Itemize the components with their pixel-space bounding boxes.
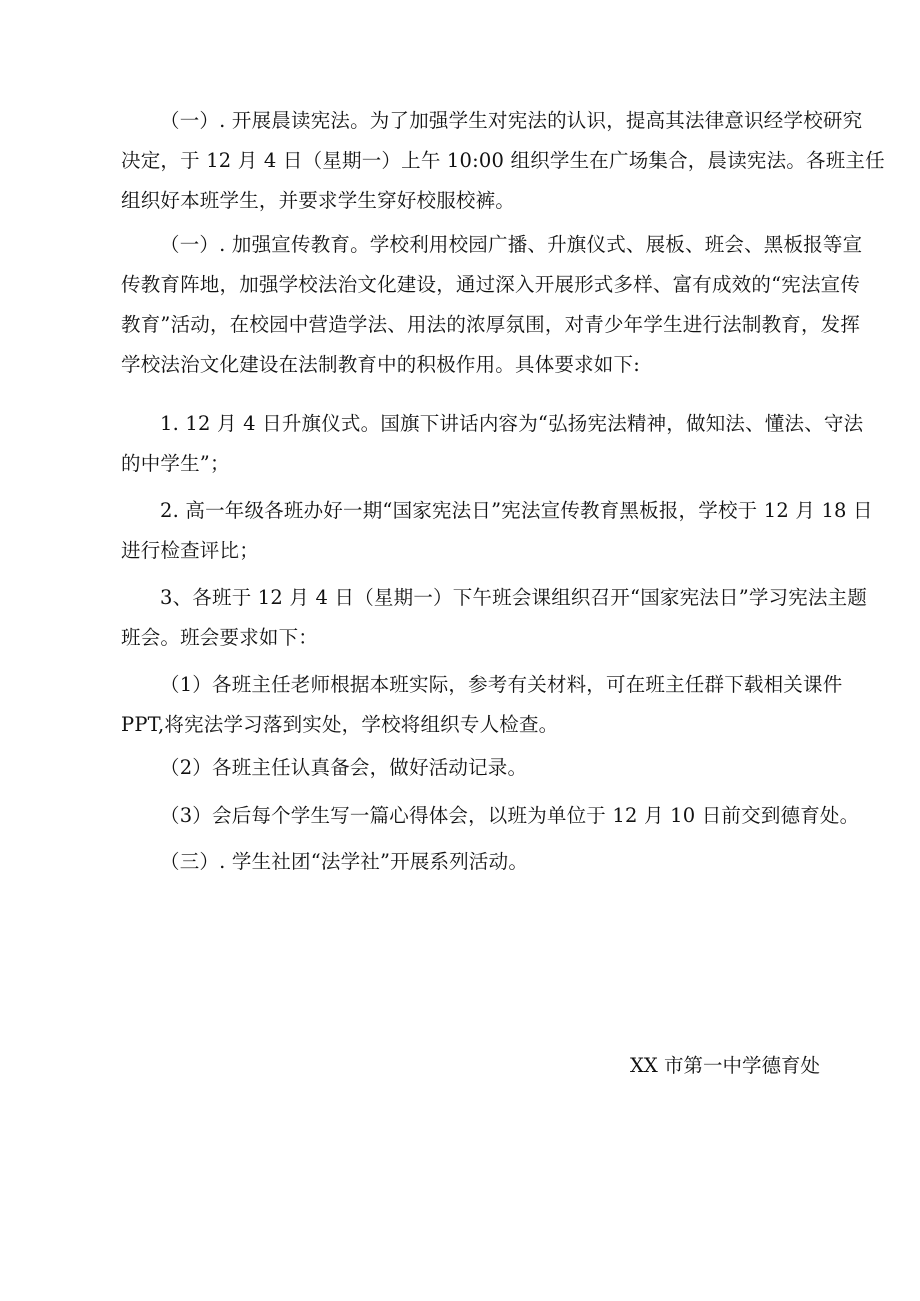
paragraph-line: （一）. 开展晨读宪法。为了加强学生对宪法的认识，提高其法律意识经学校研究 (160, 109, 863, 132)
paragraph-publicity-education (82, 225, 863, 385)
paragraph-line: 决定，于 12 月 4 日（星期一）上午 10:00 组织学生在广场集合，晨读宪法。各班主任 (121, 149, 885, 172)
paragraph-line: 班会。班会要求如下： (121, 626, 319, 649)
paragraph-line: 的中学生”； (121, 452, 230, 475)
paragraph-morning-reading (82, 101, 885, 221)
paragraph-law-club (82, 842, 842, 882)
paragraph-line: 2. 高一年级各班办好一期“国家宪法日”宪法宣传教育黑板报，学校于 12 月 18 日 (160, 499, 873, 522)
paragraph-line: 组织好本班学生，并要求学生穿好校服校裤。 (121, 189, 516, 212)
list-item-blackboard (82, 491, 873, 571)
paragraph-line: （1）各班主任老师根据本班实际，参考有关材料，可在班主任群下载相关课件 (160, 673, 843, 696)
paragraph-line: 学校法治文化建设在法制教育中的积极作用。具体要求如下: (121, 353, 640, 376)
paragraph-line: （3）会后每个学生写一篇心得体会，以班为单位于 12 月 10 日前交到德育处。 (160, 804, 860, 827)
paragraph-line: 进行检查评比； (121, 539, 259, 562)
paragraph-line: （2）各班主任认真备会，做好活动记录。 (160, 756, 528, 779)
sub-item-preparation (82, 748, 842, 788)
paragraph-line: （一）. 加强宣传教育。学校利用校园广播、升旗仪式、展板、班会、黑板报等宣 (160, 233, 863, 256)
paragraph-line: 教育”活动，在校园中营造学法、用法的浓厚氛围，对青少年学生进行法制教育，发挥 (121, 313, 861, 336)
list-item-flag-ceremony (82, 404, 864, 484)
paragraph-line: （三）. 学生社团“法学社”开展系列活动。 (160, 850, 529, 873)
sub-item-reflection (82, 796, 860, 836)
paragraph-line: 传教育阵地，加强学校法治文化建设，通过深入开展形式多样、富有成效的“宪法宣传 (121, 273, 861, 296)
sub-item-materials (82, 665, 842, 745)
paragraph-line: PPT,将宪法学习落到实处，学校将组织专人检查。 (121, 713, 559, 736)
paragraph-line: 3、各班于 12 月 4 日（星期一）下午班会课组织召开“国家宪法日”学习宪法主题 (160, 586, 868, 609)
paragraph-line: 1. 12 月 4 日升旗仪式。国旗下讲话内容为“弘扬宪法精神，做知法、懂法、守法 (160, 412, 864, 435)
signature-text: XX 市第一中学德育处 (630, 1054, 820, 1077)
list-item-class-meeting (82, 578, 868, 658)
